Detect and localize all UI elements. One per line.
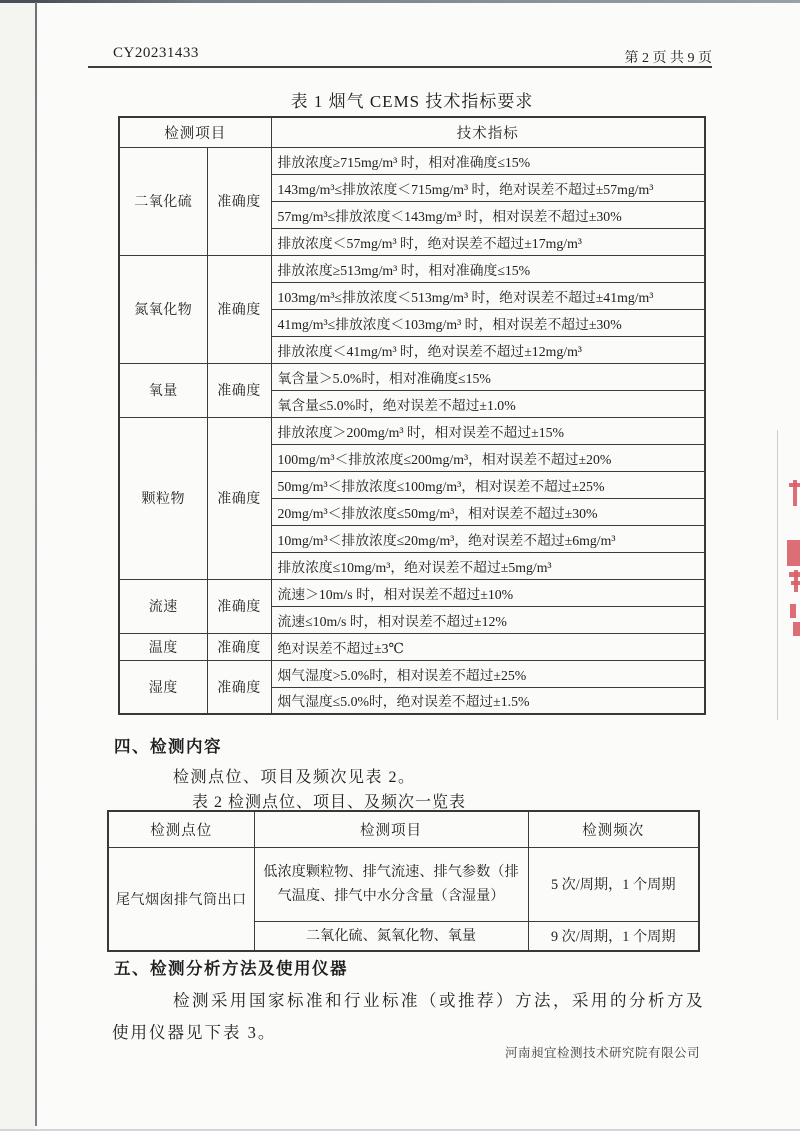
- monitoring-point-table: [107, 810, 700, 952]
- spec-cell: 排放浓度＞200mg/m³ 时，相对误差不超过±15%: [271, 417, 705, 444]
- table1-title: 表 1 烟气 CEMS 技术指标要求: [290, 92, 534, 111]
- type-cell: 准确度: [207, 147, 271, 255]
- spec-cell: 41mg/m³≤排放浓度＜103mg/m³ 时，相对误差不超过±30%: [271, 309, 705, 336]
- table1-row: [119, 417, 705, 444]
- type-cell: 准确度: [207, 579, 271, 633]
- red-seal-fragment: [793, 480, 797, 506]
- section5-body-line2: 使用仪器见下表 3。: [112, 1023, 277, 1042]
- scan-top-edge: [0, 0, 800, 3]
- red-seal-fragment: [793, 622, 800, 636]
- page-number-indicator: 第 2 页 共 9 页: [624, 51, 712, 66]
- section5-heading: 五、检测分析方法及使用仪器: [114, 959, 348, 978]
- table2-body: [108, 847, 699, 951]
- items-cell: 二氧化硫、氮氧化物、氧量: [254, 921, 528, 951]
- red-seal-fragment: [787, 540, 800, 566]
- table1-row: [119, 255, 705, 282]
- table2-title: 表 2 检测点位、项目、及频次一览表: [192, 794, 467, 811]
- table1-body: [119, 147, 705, 714]
- spec-cell: 氧含量≤5.0%时，绝对误差不超过±1.0%: [271, 390, 705, 417]
- point-cell: 尾气烟囱排气筒出口: [108, 847, 254, 951]
- table2-header-items: 检测项目: [254, 811, 528, 847]
- table1-header-row: [119, 117, 705, 147]
- spec-cell: 143mg/m³≤排放浓度＜715mg/m³ 时，绝对误差不超过±57mg/m³: [271, 174, 705, 201]
- table1-header-item: 检测项目: [119, 117, 271, 147]
- spec-cell: 排放浓度＜57mg/m³ 时，绝对误差不超过±17mg/m³: [271, 228, 705, 255]
- table1-row: [119, 633, 705, 660]
- spec-cell: 100mg/m³＜排放浓度≤200mg/m³，相对误差不超过±20%: [271, 444, 705, 471]
- item-cell: 温度: [119, 633, 207, 660]
- spec-cell: 排放浓度≥513mg/m³ 时，相对准确度≤15%: [271, 255, 705, 282]
- red-seal-fragment: [794, 570, 798, 592]
- spec-cell: 流速＞10m/s 时，相对误差不超过±10%: [271, 579, 705, 606]
- spec-cell: 103mg/m³≤排放浓度＜513mg/m³ 时，绝对误差不超过±41mg/m³: [271, 282, 705, 309]
- freq-cell: 5 次/周期，1 个周期: [528, 847, 699, 921]
- type-cell: 准确度: [207, 660, 271, 714]
- item-cell: 氮氧化物: [119, 255, 207, 363]
- table2-header-freq: 检测频次: [528, 811, 699, 847]
- scan-left-margin: [0, 3, 35, 1131]
- table2-header-point: 检测点位: [108, 811, 254, 847]
- spec-cell: 绝对误差不超过±3℃: [271, 633, 705, 660]
- table2-header-row: [108, 811, 699, 847]
- table2-row: [108, 847, 699, 921]
- table1-row: [119, 660, 705, 687]
- cems-spec-table: [118, 116, 706, 715]
- document-number: CY20231433: [113, 45, 199, 61]
- section5-body-line1: 检测采用国家标准和行业标准（或推荐）方法，采用的分析方及: [173, 991, 705, 1010]
- spec-cell: 烟气湿度>5.0%时，相对误差不超过±25%: [271, 660, 705, 687]
- item-cell: 流速: [119, 579, 207, 633]
- spec-cell: 氧含量＞5.0%时，相对准确度≤15%: [271, 363, 705, 390]
- table1-row: [119, 579, 705, 606]
- table1-row: [119, 363, 705, 390]
- section4-heading: 四、检测内容: [114, 737, 222, 756]
- spec-cell: 50mg/m³＜排放浓度≤100mg/m³，相对误差不超过±25%: [271, 471, 705, 498]
- spec-cell: 20mg/m³＜排放浓度≤50mg/m³，相对误差不超过±30%: [271, 498, 705, 525]
- spec-cell: 排放浓度≤10mg/m³，绝对误差不超过±5mg/m³: [271, 552, 705, 579]
- type-cell: 准确度: [207, 417, 271, 579]
- scan-left-edge-line: [35, 2, 37, 1126]
- scan-right-edge-line: [777, 430, 778, 720]
- spec-cell: 10mg/m³＜排放浓度≤20mg/m³，绝对误差不超过±6mg/m³: [271, 525, 705, 552]
- item-cell: 二氧化硫: [119, 147, 207, 255]
- freq-cell: 9 次/周期，1 个周期: [528, 921, 699, 951]
- header-rule: [88, 66, 712, 68]
- spec-cell: 排放浓度＜41mg/m³ 时，绝对误差不超过±12mg/m³: [271, 336, 705, 363]
- spec-cell: 烟气湿度≤5.0%时，绝对误差不超过±1.5%: [271, 687, 705, 714]
- spec-cell: 流速≤10m/s 时，相对误差不超过±12%: [271, 606, 705, 633]
- type-cell: 准确度: [207, 363, 271, 417]
- footer-company-name: 河南昶宜检测技术研究院有限公司: [504, 1046, 700, 1060]
- item-cell: 颗粒物: [119, 417, 207, 579]
- table1-header-spec: 技术指标: [271, 117, 705, 147]
- spec-cell: 排放浓度≥715mg/m³ 时，相对准确度≤15%: [271, 147, 705, 174]
- type-cell: 准确度: [207, 633, 271, 660]
- spec-cell: 57mg/m³≤排放浓度＜143mg/m³ 时，相对误差不超过±30%: [271, 201, 705, 228]
- type-cell: 准确度: [207, 255, 271, 363]
- table1-row: [119, 147, 705, 174]
- item-cell: 氧量: [119, 363, 207, 417]
- section4-body-text: 检测点位、项目及频次见表 2。: [173, 769, 416, 786]
- items-cell: 低浓度颗粒物、排气流速、排气参数（排气温度、排气中水分含量（含湿量）: [254, 847, 528, 921]
- red-seal-fragment: [790, 604, 796, 618]
- item-cell: 湿度: [119, 660, 207, 714]
